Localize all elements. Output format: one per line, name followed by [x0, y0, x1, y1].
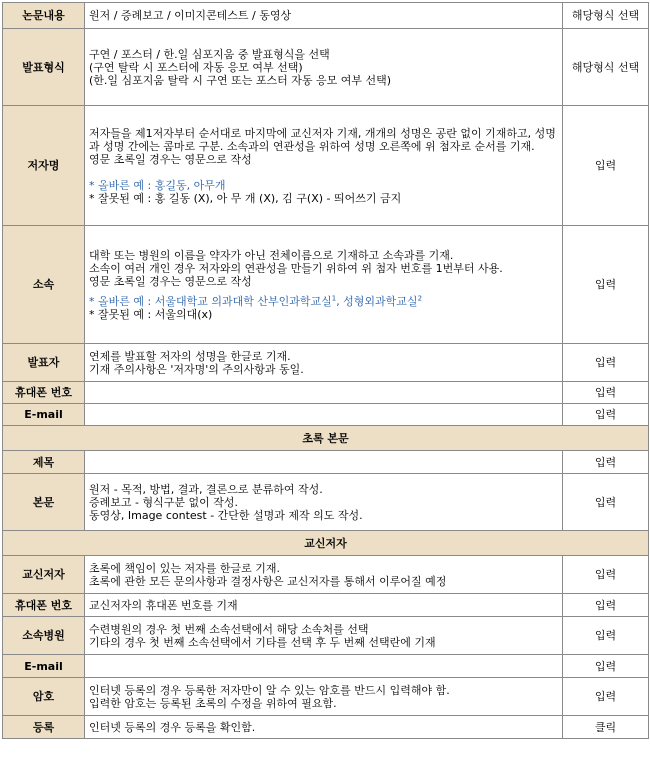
label-presenter: 발표자	[3, 344, 85, 382]
desc-line: 대학 또는 병원의 이름을 약자가 아닌 전체이름으로 기재하고 소속과를 기재.	[89, 248, 454, 262]
desc-line: 증례보고 - 형식구분 없이 작성.	[89, 495, 238, 509]
row-phone	[3, 382, 649, 404]
desc-title	[85, 451, 563, 474]
section-title-abstract: 초록 본문	[3, 426, 649, 451]
label-email: E-mail	[3, 404, 85, 426]
type-password: 입력	[563, 678, 649, 716]
desc-affiliation	[85, 226, 563, 344]
desc-corr-author	[85, 556, 563, 594]
type-email: 입력	[563, 404, 649, 426]
desc-password	[85, 678, 563, 716]
desc-line: 인터넷 등록의 경우 등록한 저자만이 알 수 있는 암호를 반드시 입력해야 함.	[89, 683, 450, 697]
desc-line: 기타의 경우 첫 번째 소속선택에서 기타를 선택 후 두 번째 선택란에 기재	[89, 635, 436, 649]
desc-corr-email	[85, 655, 563, 678]
desc-email	[85, 404, 563, 426]
header-content-label: 논문내용	[3, 3, 85, 29]
desc-line: 연제를 발표할 저자의 성명을 한글로 기재.	[89, 349, 291, 363]
label-password: 암호	[3, 678, 85, 716]
type-corr-author: 입력	[563, 556, 649, 594]
row-corr-hospital	[3, 617, 649, 655]
type-title: 입력	[563, 451, 649, 474]
desc-authors	[85, 106, 563, 226]
type-presenter: 입력	[563, 344, 649, 382]
desc-line: 수련병원의 경우 첫 번째 소속선택에서 해당 소속처를 선택	[89, 622, 369, 636]
desc-register: 인터넷 등록의 경우 등록을 확인함.	[85, 716, 563, 739]
row-register	[3, 716, 649, 739]
good-example: * 올바른 예 : 서울대학교 의과대학 산부인과학교실$^1$, 성형외과학교실$^2$	[89, 293, 423, 308]
label-corr-email: E-mail	[3, 655, 85, 678]
desc-phone	[85, 382, 563, 404]
type-authors: 입력	[563, 106, 649, 226]
label-body: 본문	[3, 474, 85, 531]
desc-format	[85, 29, 563, 106]
good-example: * 올바른 예 : 홍길동, 아무개	[89, 178, 226, 192]
header-format-select: 해당형식 선택	[563, 3, 649, 29]
desc-line: 초록에 책임이 있는 저자를 한글로 기재.	[89, 561, 280, 575]
row-password	[3, 678, 649, 716]
row-body	[3, 474, 649, 531]
label-authors: 저자명	[3, 106, 85, 226]
header-content-types: 원저 / 증례보고 / 이미지콘테스트 / 동영상	[85, 3, 563, 29]
desc-line: (한.일 심포지움 탈락 시 구연 또는 포스터 자동 응모 여부 선택)	[89, 73, 392, 87]
abstract-guide-table	[2, 2, 649, 739]
row-title	[3, 451, 649, 474]
desc-line: 구연 / 포스터 / 한.일 심포지움 중 발표형식을 선택	[89, 47, 330, 61]
row-format	[3, 29, 649, 106]
desc-body	[85, 474, 563, 531]
label-format: 발표형식	[3, 29, 85, 106]
desc-line: 기재 주의사항은 '저자명'의 주의사항과 동일.	[89, 362, 304, 376]
row-presenter	[3, 344, 649, 382]
label-title: 제목	[3, 451, 85, 474]
type-body: 입력	[563, 474, 649, 531]
bad-example: * 잘못된 예 : 홍 길동 (X), 아 무 개 (X), 김 구(X) - 띄어쓰기 금지	[89, 191, 402, 205]
type-phone: 입력	[563, 382, 649, 404]
label-corr-hospital: 소속병원	[3, 617, 85, 655]
desc-line: 동영상, Image contest - 간단한 설명과 제작 의도 작성.	[89, 508, 363, 522]
section-corresponding	[3, 531, 649, 556]
type-affiliation: 입력	[563, 226, 649, 344]
label-phone: 휴대폰 번호	[3, 382, 85, 404]
type-corr-email: 입력	[563, 655, 649, 678]
desc-corr-phone: 교신저자의 휴대폰 번호를 기재	[85, 594, 563, 617]
section-title-corresponding: 교신저자	[3, 531, 649, 556]
desc-line: 저자들을 제1저자부터 순서대로 마지막에 교신저자 기재, 개개의 성명은 공란 없이 기재하고, 성명과 성명 간에는 콤마로 구분. 소속과의 연관성을 위하여 성명 오른쪽에 위 첨자로 순서를 기재.	[89, 126, 556, 153]
label-register: 등록	[3, 716, 85, 739]
section-abstract	[3, 426, 649, 451]
desc-line: (구연 탈락 시 포스터에 자동 응모 여부 선택)	[89, 60, 303, 74]
type-register: 클릭	[563, 716, 649, 739]
label-corr-phone: 휴대폰 번호	[3, 594, 85, 617]
header-row	[3, 3, 649, 29]
row-corr-email	[3, 655, 649, 678]
desc-corr-hospital	[85, 617, 563, 655]
label-affiliation: 소속	[3, 226, 85, 344]
row-authors	[3, 106, 649, 226]
bad-example: * 잘못된 예 : 서울의대(x)	[89, 307, 213, 321]
desc-line: 영문 초록일 경우는 영문으로 작성	[89, 274, 252, 288]
type-format: 해당형식 선택	[563, 29, 649, 106]
desc-line: 영문 초록일 경우는 영문으로 작성	[89, 152, 252, 166]
type-corr-phone: 입력	[563, 594, 649, 617]
row-affiliation	[3, 226, 649, 344]
desc-line: 초록에 관한 모든 문의사항과 결정사항은 교신저자를 통해서 이루어질 예정	[89, 574, 447, 588]
desc-presenter	[85, 344, 563, 382]
label-corr-author: 교신저자	[3, 556, 85, 594]
desc-line: 입력한 암호는 등록된 초록의 수정을 위하여 필요함.	[89, 696, 337, 710]
row-email	[3, 404, 649, 426]
row-corr-phone	[3, 594, 649, 617]
row-corr-author	[3, 556, 649, 594]
type-corr-hospital: 입력	[563, 617, 649, 655]
desc-line: 원저 - 목적, 방법, 결과, 결론으로 분류하여 작성.	[89, 482, 323, 496]
desc-line: 소속이 여러 개인 경우 저자와의 연관성을 만들기 위하여 위 첨자 번호를 1번부터 사용.	[89, 261, 503, 275]
